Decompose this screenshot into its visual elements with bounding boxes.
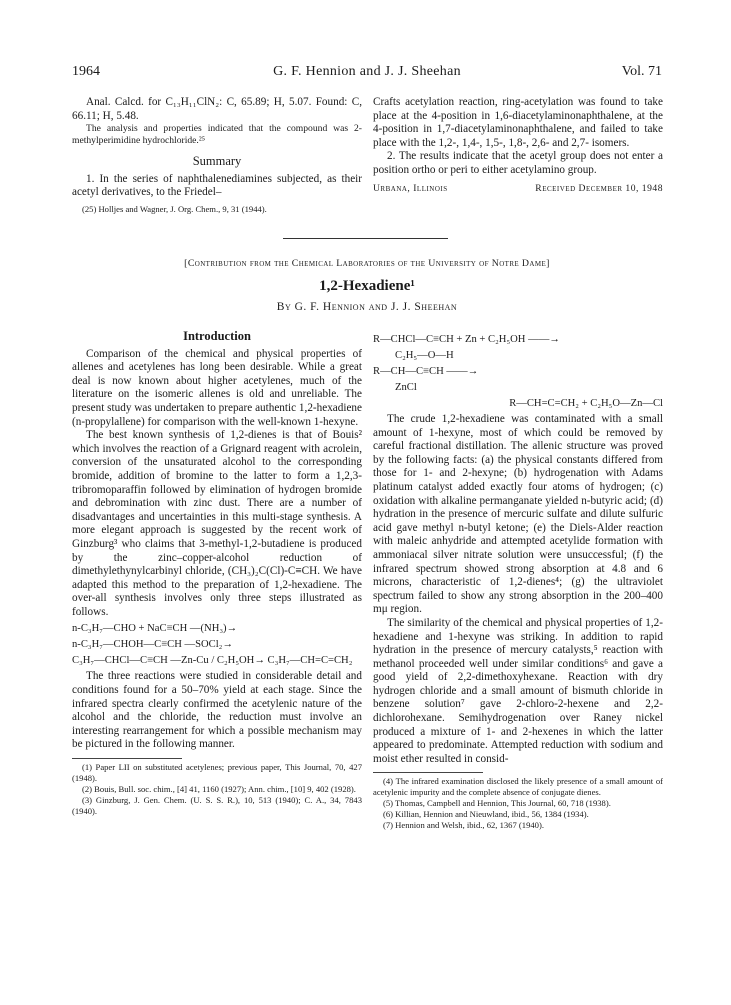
scheme1-step2: n-C₃H₇—CHOH—C≡CH —SOCl₂→ (72, 639, 233, 651)
footnote-2: (2) Bouis, Bull. soc. chim., [4] 41, 1160 (1927); Ann. chim., [10] 9, 402 (1928). (82, 784, 356, 795)
summary-point-1: 1. In the series of naphthalenediamines subjected, as their acetyl derivatives, to the Friedel– (72, 172, 362, 199)
footnote-25: (25) Holljes and Wagner, J. Org. Chem., 9, 31 (1944). (82, 203, 267, 214)
address: Urbana, Illinois (373, 182, 448, 194)
footnote-6: (6) Killian, Hennion and Nieuwland, ibid., 56, 1384 (1934). (383, 809, 589, 820)
footnote-rule (72, 758, 182, 759)
intro-paragraph-2: The best known synthesis of 1,2-dienes is that of Bouis² which involves the reaction of a Grignard reagent with acrolein, conversion of the unsaturated alcohol to the corresponding bromide, addition of bromine to the latter to form a 1,2,3-tribromoparaffin followed by elimination of hydrogen bromide and debromination with zinc dust. There are a number of disadvantages and uncertainties in this multi-stage synthesis. A more elegant approach is suggested by the recent work of Ginzburg³ who claims that 3-methyl-1,2-butadiene is produced by the zinc–copper-alcohol reduction of dimethylethynylcarbinyl chloride, (CH₃)₂C(Cl)-C≡CH. We have adapted this method to the preparation of 1,2-hexadiene. The over-all synthesis involves only three steps illustrated as follows. (72, 429, 362, 618)
summary-continuation: Crafts acetylation reaction, ring-acetylation was found to take place at the 4-position in 1,6-diacetylaminonaphthalene, at the 4-position in 1,7-diacetylaminonaphthalene, and failed to take place with the 1,2-, 1,4-, 1,5-, 1,8-, 2,6- and 2,7- isomers. (373, 96, 663, 149)
page-number: 1964 (72, 64, 100, 79)
intro-paragraph-1: Comparison of the chemical and physical properties of allenes and acetylenes has long been desirable. While a great deal is now known about higher acetylenes, much of the literature on the isomeric allenes is old and unreliable. The present study was undertaken to prepare authentic 1,2-hexadiene (n-propylallene) for comparison with the well-known 1-hexyne. (72, 347, 362, 428)
scheme2-line3: R—CH—C≡CH ——→ (373, 366, 479, 377)
article-right-column (373, 330, 663, 831)
summary-heading: Summary (192, 154, 242, 169)
scheme2-line2: C₂H₅—O—H (395, 350, 454, 361)
scheme2-line4: ZnCl (395, 382, 417, 393)
article-title: 1,2-Hexadiene¹ (319, 278, 415, 294)
footnote-4: (4) The infrared examination disclosed the likely presence of a small amount of acetylenic impurity and the complete absence of conjugate dienes. (373, 776, 663, 798)
results-paragraph-2: The similarity of the chemical and physical properties of 1,2-hexadiene and 1-hexyne was striking. In addition to rapid hydration in the presence of mercury catalysts,⁵ reaction with methanol proceeded well under similar conditions⁶ and gave a good yield of 2,2-dimethoxyhexane. Reaction with dry hydrogen chloride and a small amount of bismuth chloride in benzene solution⁷ gave 2-chloro-2-hexene and 2,2-dichlorohexane. Semihydrogenation over Raney nickel produced a mixture of 1- and 2-hexenes in which the latter appeared to predominate. Attempted reduction with sodium and moist ether resulted in consid- (373, 616, 663, 765)
intro-paragraph-3: The three reactions were studied in considerable detail and conditions found for a 50–70% yield at each stage. Since the infrared spectra clearly confirmed the acetylenic nature of the alcohol and the chloride, the reduction must involve an interesting rearrangement for which a possible mechanism may be pictured in the following manner. (72, 670, 362, 751)
address-line (373, 182, 663, 196)
analysis-note: The analysis and properties indicated that the compound was 2-methylperimidine hydrochloride.²⁵ (72, 123, 362, 147)
prev-article-right-column (373, 96, 663, 195)
article-left-column (72, 330, 362, 817)
results-paragraph-1: The crude 1,2-hexadiene was contaminated with a small amount of 1-hexyne, most of which could be removed by careful fractional distillation. The allenic structure was proved by the following facts: (a) the physical constants differed from those for 1- and 2-hexyne; (b) hydrogenation with Adams platinum catalyst added exactly four atoms of hydrogen; (c) oxidation with alkaline permanganate yielded n-butyric acid; (d) hydration in the presence of mercuric sulfate and dilute sulfuric acid gave methyl n-butyl ketone; (e) the Diels-Alder reaction with maleic anhydride and attempted acetylide formation with ammoniacal silver nitrate solution were unsuccessful; (f) the infrared spectrum showed strong absorption at 4.8 and 6 microns, characteristic of 1,2-dienes⁴; (g) the ultraviolet spectrum failed to show any strong absorption in the 200–400 mμ region. (373, 413, 663, 616)
introduction-heading: Introduction (183, 329, 251, 343)
prev-article-left-column (72, 96, 362, 215)
scheme2-line5: R—CH=C=CH₂ + C₂H₅O—Zn—Cl (509, 398, 663, 409)
footnote-5: (5) Thomas, Campbell and Hennion, This Journal, 60, 718 (1938). (383, 798, 611, 809)
footnote-7: (7) Hennion and Welsh, ibid., 62, 1367 (1940). (383, 820, 544, 831)
footnote-3: (3) Ginzburg, J. Gen. Chem. (U. S. S. R.), 10, 513 (1940); C. A., 34, 7843 (1940). (72, 795, 362, 817)
scheme1-step3: C₃H₇—CHCl—C≡CH —Zn-Cu / C₂H₅OH→ C₃H₇—CH=C=CH₂ (72, 655, 353, 667)
summary-point-2: 2. The results indicate that the acetyl group does not enter a position ortho or peri to either acetylamino group. (373, 150, 663, 176)
article-byline: By G. F. Hennion and J. J. Sheehan (276, 301, 458, 313)
scheme2-line1: R—CHCl—C≡CH + Zn + C₂H₅OH ——→ (373, 334, 560, 345)
received-date: Received December 10, 1948 (535, 182, 663, 194)
running-title: G. F. Hennion and J. J. Sheehan (273, 64, 461, 79)
contribution-line: [Contribution from the Chemical Laboratories of the University of Notre Dame] (184, 258, 550, 269)
running-header (72, 64, 662, 80)
scheme1-step1: n-C₃H₇—CHO + NaC≡CH —(NH₃)→ (72, 623, 238, 635)
analysis-text: Anal. Calcd. for C₁₃H₁₁ClN₂: C, 65.89; H, 5.07. Found: C, 66.11; H, 5.48. (72, 96, 362, 122)
footnote-rule-right (373, 772, 483, 773)
article-separator-rule (283, 238, 448, 239)
volume-number: Vol. 71 (621, 64, 662, 79)
footnote-1: (1) Paper LII on substituted acetylenes; previous paper, This Journal, 70, 427 (1948). (72, 762, 362, 784)
